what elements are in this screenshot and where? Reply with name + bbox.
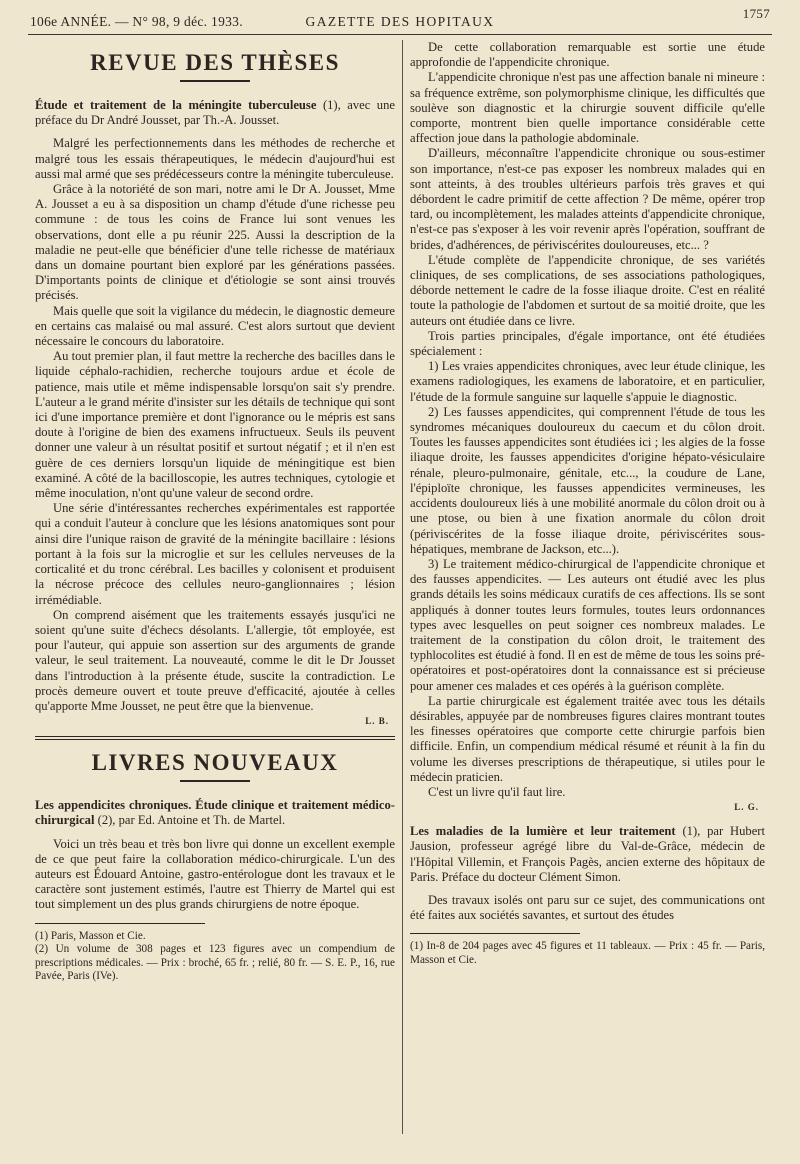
footnote-rule [410,933,580,934]
header-rule [28,34,772,35]
thesis-paragraph: Mais quelle que soit la vigilance du médecin, le diagnostic demeure en certains cas malaisé ou mal assuré. C'est alors surtout que devient nécessaire le concours du laboratoire. [35,303,395,349]
section-divider [35,736,395,740]
thesis-signature: L. B. [365,716,389,727]
page-number: 1757 [742,6,770,21]
book1-paragraph: C'est un livre qu'il faut lire. [428,784,566,799]
thesis-byline: (1), avec une préface du Dr André Jousset, par Th.-A. Jousset. [35,98,395,128]
footnote: (2) Un volume de 308 pages et 123 figures avec un compendium de prescriptions médicales. — Prix : broché, 65 fr. ; relié, 80 fr. — S. E. P., 16, rue Pavée, Paris (IVe). [35,943,395,983]
thesis-paragraph: Grâce à la notoriété de son mari, notre ami le Dr A. Jousset, Mme A. Jousset a eu à sa disposition un champ d'étude d'une richesse peu commune : de tous les coins de France lui sont venues les observations, dont elle a pu réunir 225. Aussi la description de la maladie ne peut-elle que bénéficier d'une telle richesse de matériaux dans un domaine pourtant bien exploré par les générations passées. D'importants points de clinique et d'étiologie se sont ainsi trouvés précisés. [35,182,395,303]
footnote-rule [35,923,205,924]
book1-paragraph: 2) Les fausses appendicites, qui comprennent l'étude de tous les syndromes mécaniques douloureux du caecum et du côlon droit. Toutes les fausses appendicites sont étudiées ici ; les algies de la fosse iliaque droite, les fausses appendicites d'origine hépato-vésiculaire rénale, pleuro-pulmonaire, génitale, etc..., la coudure de Lane, l'épiploïte chronique, les fausses appendicites vermineuses, les accidents douloureux liés à une mobilité anormale du côlon droit ou à une ptose, ou bien à une fixation anormale du côlon droit (périviscérites de la fosse iliaque droite, périviscérites sous-hépatiques, membrane de Jackson, etc...). [410,404,765,556]
thesis-title: Étude et traitement de la méningite tuberculeuse [35,98,317,112]
book2-heading [410,824,765,885]
footnote: (1) Paris, Masson et Cie. [35,929,146,942]
book1-paragraph: La partie chirurgicale est également traitée avec tous les détails désirables, appuyée par de nombreuses figures claires montrant toutes les finesses opératoires que comporte cette chirurgie parfois bien difficile. Enfin, un compendium médical résumé et réunit à la fin du volume les diverses prescriptions de thérapeutique, si utiles pour le médecin praticien. [410,693,765,784]
book1-paragraph: L'étude complète de l'appendicite chronique, de ses variétés cliniques, de ses complications, de ses associations pathologiques, déborde nettement le cadre de la fosse iliaque droite. C'est en réalité toute la pathologie de l'abdomen et surtout de sa moitié droite, que les auteurs ont étudiée dans ce livre. [410,252,765,328]
book1-byline: (2), par Ed. Antoine et Th. de Martel. [97,813,286,828]
book1-paragraph: 3) Le traitement médico-chirurgical de l'appendicite chronique et des fausses appendicites. — Les auteurs ont étudié avec les plus grands détails les soins médicaux curatifs de ces affections. Ils se sont appliqués à donner toutes leurs formules, toutes leurs ordonnances types avec lesquelles on peut soigner ces nombreux malades. Le traitement de la constipation du côlon droit, le traitement des typhlocolites est étudié à fond. Il en est de même de tous les soins pré-opératoires et post-opératoires dont la connaissance est si précieuse pour amener ces malades et ces opérés à la guérison complète. [410,556,765,693]
issue-info: 106e ANNÉE. — N° 98, 9 déc. 1933. [30,14,243,29]
thesis-paragraph: Au tout premier plan, il faut mettre la recherche des bacilles dans le liquide céphalo-rachidien, recherche toujours ardue et école de patience, mais utile et même indispensable lorsqu'on sait s'y prendre. L'auteur a le grand mérite d'insister sur les détails de technique qui sont ici d'une importance première et dont l'ignorance ou le mépris est sans doute à l'origine de bien des examens infructueux. Seuls ils peuvent donner une valeur à un résultat positif et surtout négatif ; et il n'en est guère de ces derniers lorsqu'un liquide de méningitique est bien examiné. A côté de la bacilloscopie, les autres techniques, cytologie et même inoculation, n'ont qu'une valeur de second ordre. [35,349,395,501]
book1-paragraph: 1) Les vraies appendicites chroniques, avec leur étude clinique, les examens radiologiques, les examens de laboratoire, et en particulier, l'étude de la formule sanguine sur laquelle s'appuie le diagnostic. [410,359,765,404]
book1-paragraph: De cette collaboration remarquable est sortie une étude approfondie de l'appendicite chronique. [410,40,765,70]
page-header [30,8,770,32]
book1-signature: L. G. [734,802,759,813]
book1-title: Les appendicites chroniques. Étude clinique et traitement médico-chirurgical [35,798,395,828]
book1-heading [35,798,395,828]
book1-paragraph: D'ailleurs, méconnaître l'appendicite chronique ou sous-estimer son importance, n'est-ce pas exposer les nombreux malades qui en sont atteints, à des troubles ultérieurs parfois très graves et qui débordent le cadre primitif de cette affection ? De même, opérer trop tard, ou incomplètement, les malades atteints d'appendicite chronique, n'est-ce pas s'exposer à les voir revenir après l'opération, souffrant de brides, d'adhérences, de périviscérites douloureuses, etc... ? [410,146,765,252]
book2-byline: (1), par Hubert Jausion, professeur agrégé libre du Val-de-Grâce, médecin de l'Hôpital Villemin, et François Pagès, ancien externe des hôpitaux de Paris. Préface du docteur Clément Simon. [410,824,765,884]
book1-paragraph: Trois parties principales, d'égale importance, ont été étudiées spécialement : [410,328,765,359]
title-underline [180,780,250,782]
book2-title: Les maladies de la lumière et leur traitement [410,824,676,839]
thesis-paragraph: On comprend aisément que les traitements essayés jusqu'ici ne soient qu'une suite d'échecs désolants. L'allergie, tôt employée, est pour l'auteur, qui appuie son assertion sur des arguments de grande valeur, le seul traitement. La nouveauté, comme le dit le Dr Jousset dans l'introduction à la présente étude, suscite la contradiction. Le procès demeure ouvert et toute preuve d'efficacité, ajoutée à celles qu'apporte Mme Jousset, ne peut être que la bienvenue. [35,607,395,713]
thesis-paragraph: Malgré les perfectionnements dans les méthodes de recherche et malgré tous les essais thérapeutiques, le médecin d'aujourd'hui est aussi mal armé que ses prédécesseurs contre la méningite tuberculeuse. [35,136,395,181]
book2-paragraph: Des travaux isolés ont paru sur ce sujet, des communications ont été faites aux sociétés savantes, et surtout des études [410,892,765,923]
title-underline [180,80,250,82]
book1-paragraph: Voici un très beau et très bon livre qui donne un excellent exemple de ce que peut faire la collaboration médico-chirurgicale. L'un des auteurs est Édouard Antoine, gastro-entérologue dont les travaux et le caractère sont justement estimés, l'autre est Thierry de Martel qui est tout simplement un des plus grands chirurgiens de notre époque. [35,836,395,912]
section-title-theses: REVUE DES THÈSES [90,50,340,75]
left-column [35,40,395,1134]
right-column [410,40,765,1134]
thesis-paragraph: Une série d'intéressantes recherches expérimentales est rapportée qui a conduit l'auteur à conclure que les lésions anatomiques sont pour ainsi dire l'unique raison de gravité de la méningite bacillaire : lésions portant à la fois sur la microglie et sur les cellules nerveuses de la corticalité et du tronc cérébral. Les bacilles y colonisent et produisent la nécrose précoce des cellules neuro-ganglionnaires ; lésion irrémédiable. [35,501,395,607]
footnote: (1) In-8 de 204 pages avec 45 figures et 11 tableaux. — Prix : 45 fr. — Paris, Masson et Cie. [410,940,765,966]
thesis-heading [35,98,395,128]
section-title-books: LIVRES NOUVEAUX [91,750,339,776]
book1-paragraph: L'appendicite chronique n'est pas une affection banale ni mineure : sa fréquence extrême, son polymorphisme clinique, les difficultés que soulève son diagnostic et la chirurgie souvent difficile qu'elle comporte, montrent bien quelle importance considérable cette affection joue dans la pathologie abdominale. [410,70,765,146]
publication-title: GAZETTE DES HOPITAUX [305,14,495,29]
column-divider [402,40,403,1134]
